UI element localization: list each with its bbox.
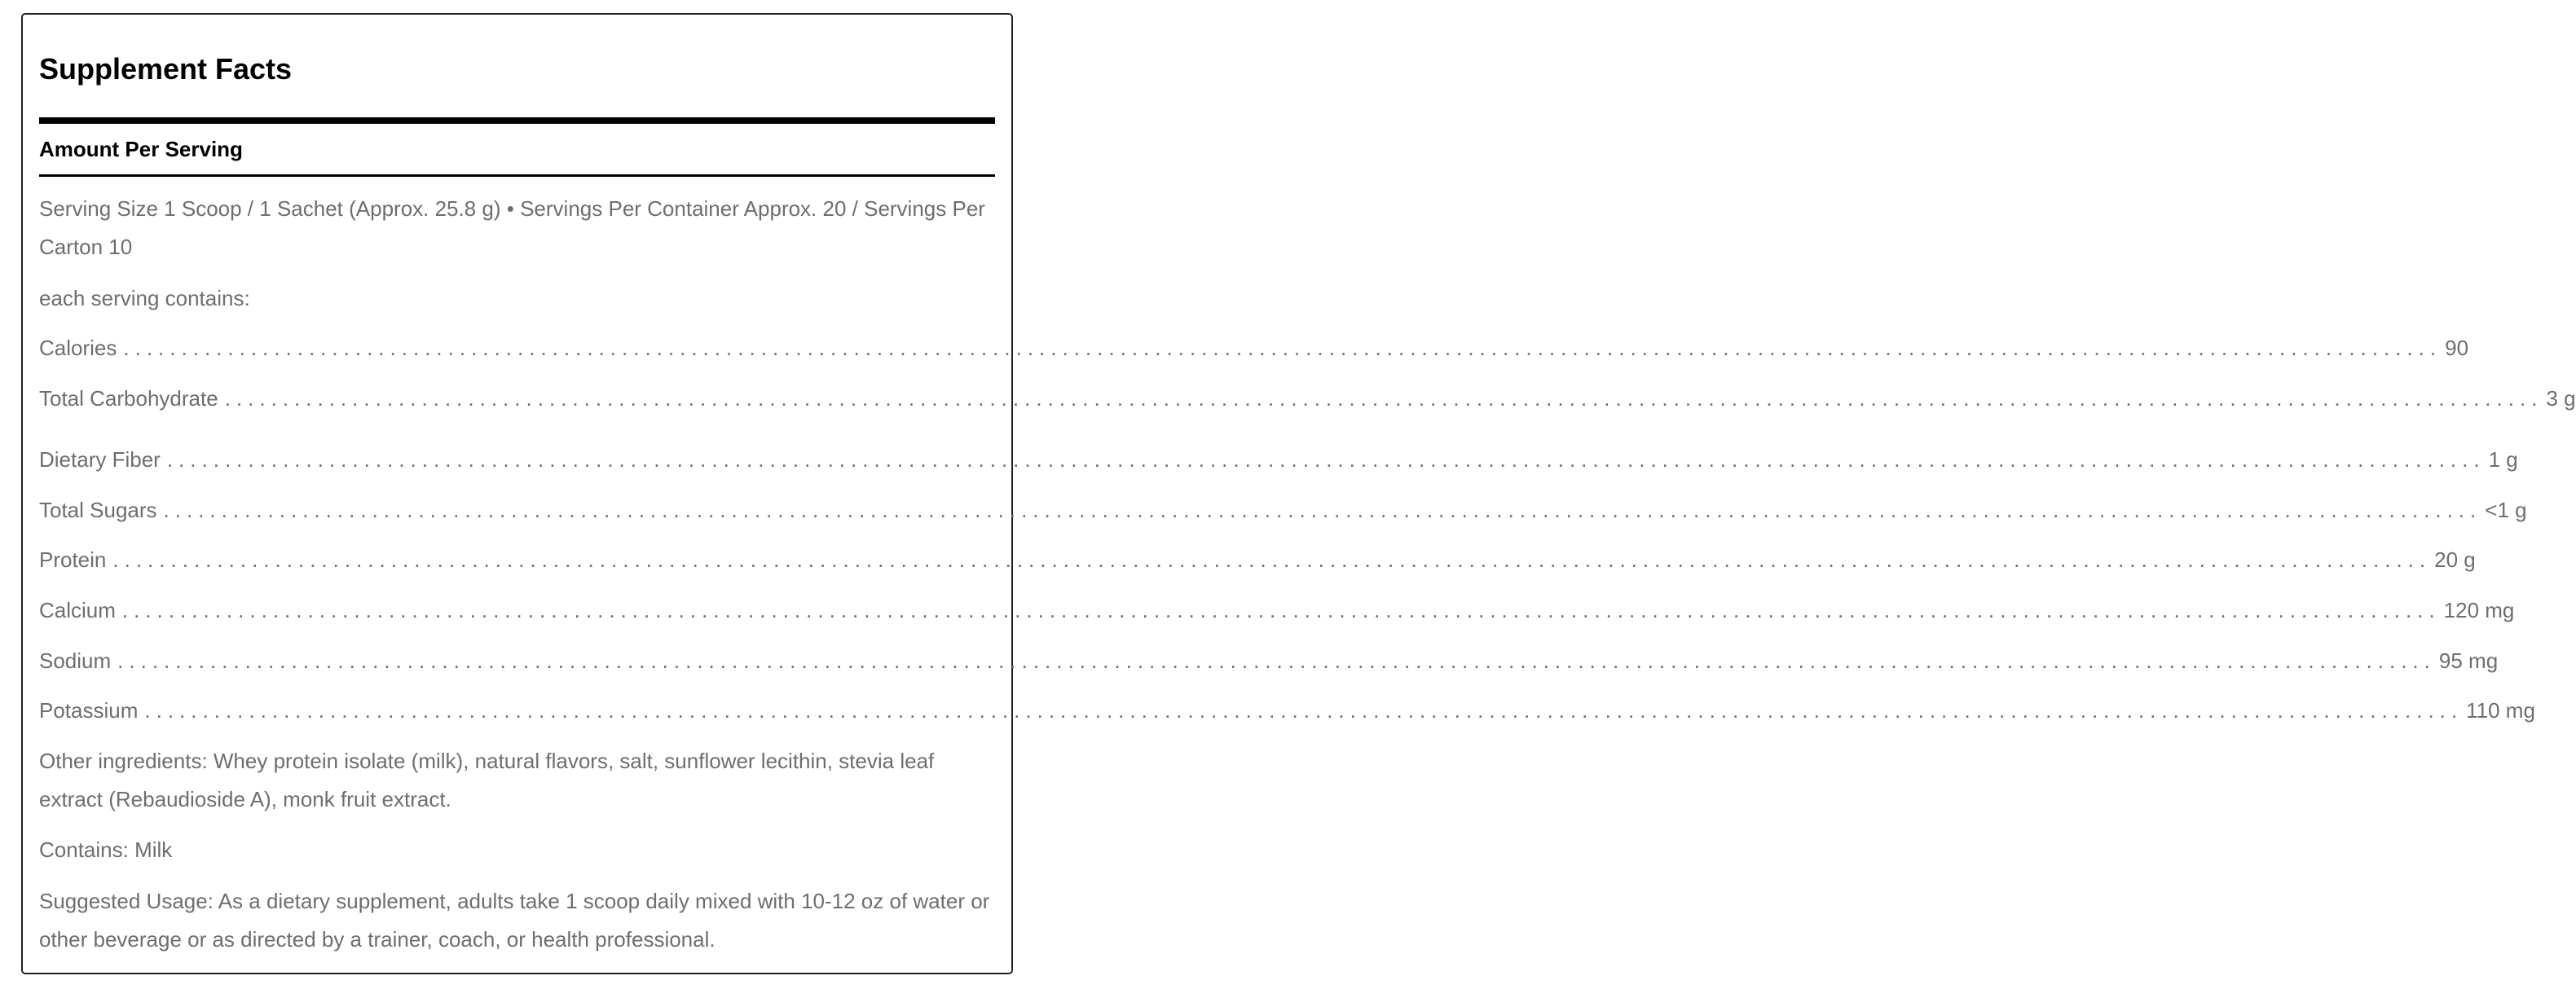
panel-title: Supplement Facts — [39, 52, 293, 86]
each-serving-label: each serving contains: — [39, 286, 250, 310]
nutrient-row — [39, 545, 2476, 574]
dot-leader: ........................................................................................................................................................................................................ — [166, 447, 2486, 472]
nutrient-amount: 90 — [2445, 336, 2469, 360]
contains-allergen: Contains: Milk — [39, 837, 173, 862]
nutrient-row — [39, 696, 2535, 725]
nutrient-row — [39, 445, 2518, 474]
nutrient-row — [39, 596, 2515, 625]
serving-info: Serving Size 1 Scoop / 1 Sachet (Approx. 25.8 g) • Servings Per Container Approx. 20 / Servings Per Carton 10 — [39, 196, 985, 259]
nutrient-amount: 1 g — [2488, 447, 2518, 472]
nutrient-row — [39, 333, 2469, 363]
nutrient-name: Dietary Fiber — [39, 447, 161, 472]
thick-divider — [39, 117, 995, 124]
dot-leader: ........................................................................................................................................................................................................ — [144, 698, 2464, 723]
nutrient-amount: 20 g — [2434, 547, 2476, 572]
dot-leader: ........................................................................................................................................................................................................ — [117, 648, 2436, 673]
nutrient-row — [39, 384, 2576, 413]
amount-per-serving-heading: Amount Per Serving — [39, 137, 243, 161]
nutrient-name: Calories — [39, 336, 117, 360]
nutrient-name: Total Carbohydrate — [39, 386, 218, 411]
other-ingredients: Other ingredients: Whey protein isolate (milk), natural flavors, salt, sunflower lecithin, stevia leaf extract (Rebaudioside A), monk fruit extract. — [39, 749, 935, 811]
nutrient-name: Sodium — [39, 648, 112, 673]
nutrient-name: Potassium — [39, 698, 139, 723]
nutrient-amount: 95 mg — [2438, 648, 2499, 673]
supplement-facts-panel — [21, 13, 2576, 974]
nutrient-amount: 3 g — [2546, 386, 2576, 411]
dot-leader: ........................................................................................................................................................................................................ — [163, 498, 2482, 522]
nutrient-name: Calcium — [39, 598, 116, 622]
nutrient-name: Total Sugars — [39, 498, 157, 522]
nutrient-row — [39, 646, 2499, 675]
dot-leader: ........................................................................................................................................................................................................ — [112, 547, 2432, 572]
nutrient-amount: 110 mg — [2466, 698, 2535, 723]
dot-leader: ........................................................................................................................................................................................................ — [224, 386, 2543, 411]
suggested-usage: Suggested Usage: As a dietary supplement, adults take 1 scoop daily mixed with 10-12 oz of water or other beverage or as directed by a trainer, coach, or health professional. — [39, 889, 990, 952]
dot-leader: ........................................................................................................................................................................................................ — [123, 336, 2442, 360]
nutrient-name: Protein — [39, 547, 107, 572]
nutrient-amount: <1 g — [2485, 498, 2527, 522]
nutrient-amount: 120 mg — [2443, 598, 2515, 622]
thin-divider — [39, 174, 995, 177]
dot-leader: ........................................................................................................................................................................................................ — [121, 598, 2441, 622]
nutrient-row — [39, 495, 2527, 525]
